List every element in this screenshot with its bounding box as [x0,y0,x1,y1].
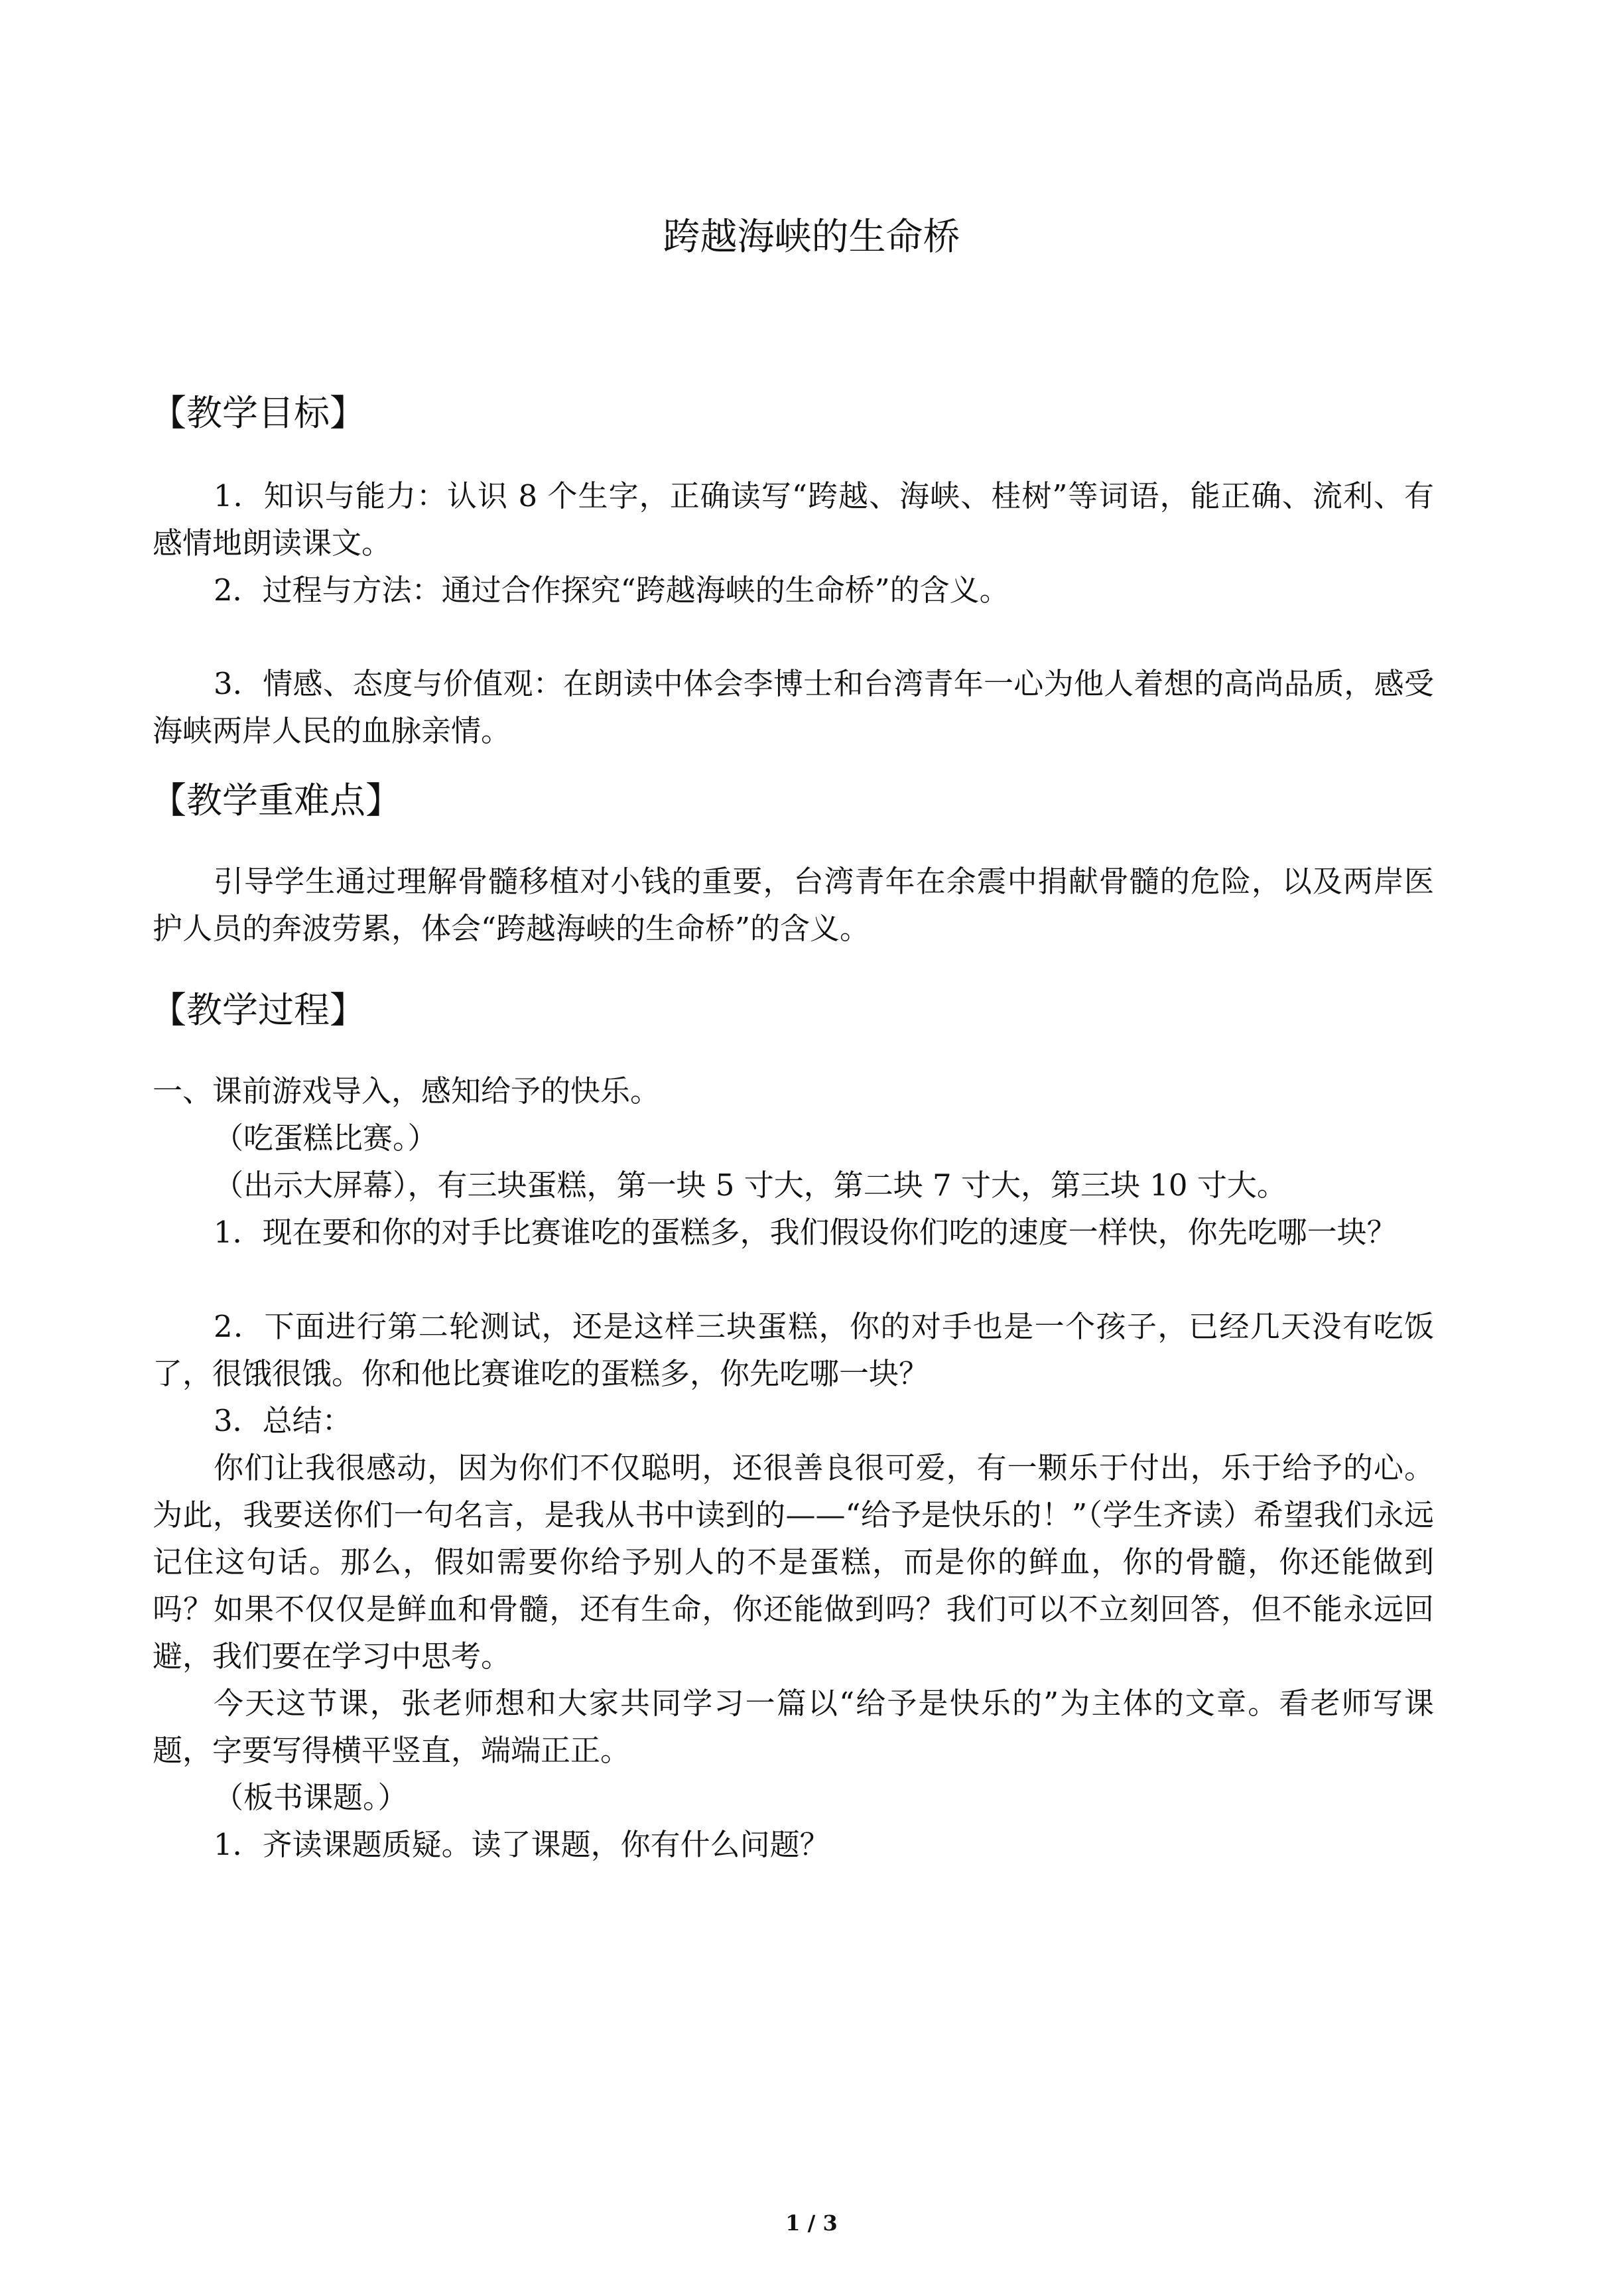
process-paragraph: 你们让我很感动，因为你们不仅聪明，还很善良很可爱，有一颗乐于付出，乐于给予的心。为此，我要送你们一句名言，是我从书中读到的——“给予是快乐的！”（学生齐读）希望我们永远记住这句话。那么，假如需要你给予别人的不是蛋糕，而是你的鲜血，你的骨髓，你还能做到吗？如果不仅仅是鲜血和骨髓，还有生命，你还能做到吗？我们可以不立刻回答，但不能永远回避，我们要在学习中思考。 [153,1450,1434,1674]
process-paragraph: 1．现在要和你的对手比赛谁吃的蛋糕多，我们假设你们吃的速度一样快，你先吃哪一块？ [214,1215,1397,1250]
process-paragraph: 今天这节课，张老师想和大家共同学习一篇以“给予是快乐的”为主体的文章。看老师写课题，字要写得横平竖直，端端正正。 [153,1686,1434,1768]
goal-item: 3．情感、态度与价值观：在朗读中体会李博士和台湾青年一心为他人着想的高尚品质，感受海峡两岸人民的血脉亲情。 [153,666,1434,748]
process-paragraph: 2．下面进行第二轮测试，还是这样三块蛋糕，你的对手也是一个孩子，已经几天没有吃饭了，很饿很饿。你和他比赛谁吃的蛋糕多，你先吃哪一块？ [153,1309,1434,1391]
process-paragraph: （吃蛋糕比赛。） [214,1120,438,1156]
process-paragraph: 3．总结： [214,1403,352,1438]
process-paragraph: （板书课题。） [214,1780,408,1815]
document-title: 跨越海峡的生命桥 [663,216,960,259]
section-heading-key-points: 【教学重难点】 [151,779,401,821]
section-heading-goals: 【教学目标】 [151,392,365,434]
goal-item: 2．过程与方法：通过合作探究“跨越海峡的生命桥”的含义。 [214,573,1009,608]
process-paragraph: 一、课前游戏导入，感知给予的快乐。 [153,1073,661,1109]
process-paragraph: 1．齐读课题质疑。读了课题，你有什么问题？ [214,1827,830,1862]
process-paragraph: （出示大屏幕），有三块蛋糕，第一块 5 寸大，第二块 7 寸大，第三块 10 寸大。 [214,1168,1287,1203]
key-points-text: 引导学生通过理解骨髓移植对小钱的重要，台湾青年在余震中捐献骨髓的危险，以及两岸医护人员的奔波劳累，体会“跨越海峡的生命桥”的含义。 [153,864,1434,946]
goal-item: 1．知识与能力：认识 8 个生字，正确读写“跨越、海峡、桂树”等词语，能正确、流利、有感情地朗读课文。 [153,478,1434,561]
section-heading-process: 【教学过程】 [151,989,365,1031]
page-number: 1 / 3 [785,2210,838,2236]
